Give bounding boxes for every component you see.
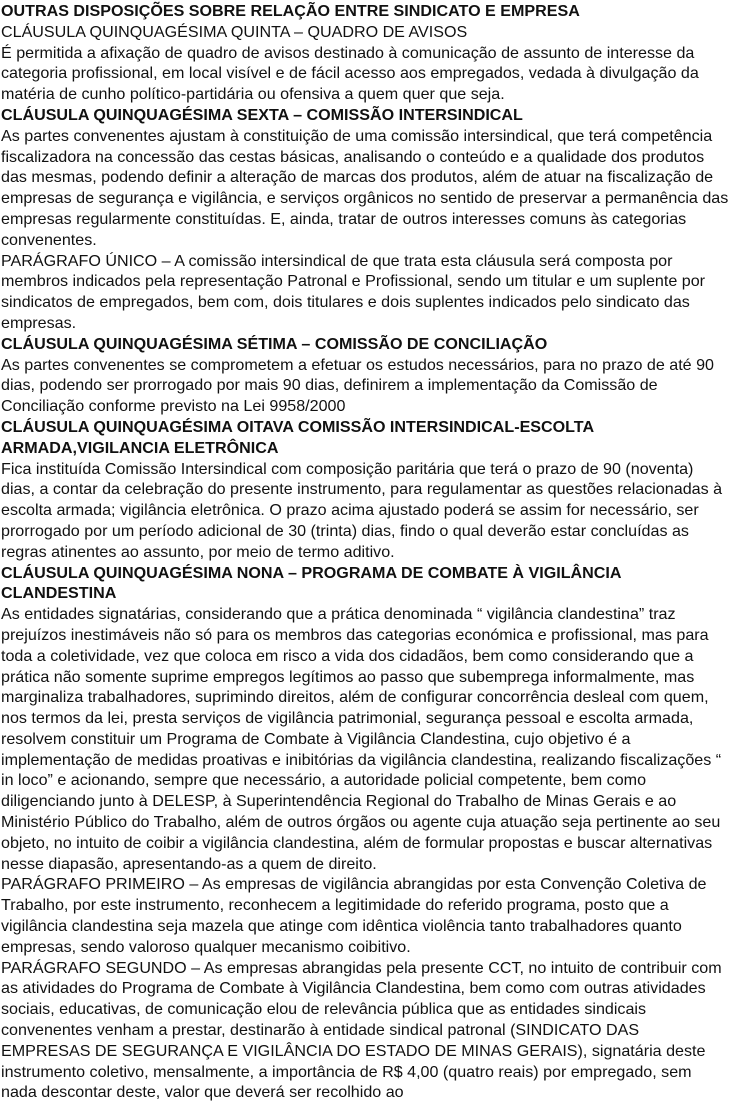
paragraph: PARÁGRAFO PRIMEIRO – As empresas de vigilância abrangidas por esta Convenção Coletiva de Trabalho, por este instrumento, reconhecem a legitimidade do referido programa, posto que a vigilância clandestina seja mazela que atinge com idêntica violência tanto trabalhadores quanto empresas, sendo valoroso qualquer mecanismo coibitivo. <box>1 875 707 956</box>
paragraph: Fica instituída Comissão Intersindical com composição paritária que terá o prazo de 90 (noventa) dias, a contar da celebração do presente instrumento, para regulamentar as questões relacionadas à escolta armada; vigilância eletrônica. O prazo acima ajustado poderá se assim for necessário, ser prorrogado por um período adicional de 30 (trinta) dias, findo o qual deverão estar concluídas as regras atinentes ao assunto, por meio de termo aditivo. <box>1 459 723 561</box>
section-title: OUTRAS DISPOSIÇÕES SOBRE RELAÇÃO ENTRE SINDICATO E EMPRESA <box>1 2 580 20</box>
paragraph: PARÁGRAFO ÚNICO – A comissão intersindical de que trata esta cláusula será composta por membros indicados pela representação Patronal e Profissional, sendo um titular e um suplente por sindicatos de empregados, bem com, dois titulares e dois suplentes indicados pelo sindicato das empresas. <box>1 251 706 332</box>
clause-heading: CLÁUSULA QUINQUAGÉSIMA SÉTIMA – COMISSÃO DE CONCILIAÇÃO <box>1 334 548 353</box>
document-body <box>1 22 730 1103</box>
paragraph: As partes convenentes se comprometem a efetuar os estudos necessários, para no prazo de até 90 dias, podendo ser prorrogado por mais 90 dias, definirem a implementação da Comissão de Conciliação conforme previsto na Lei 9958/2000 <box>1 355 715 416</box>
paragraph: As partes convenentes ajustam à constituição de uma comissão intersindical, que terá competência fiscalizadora na concessão das cestas básicas, analisando o conteúdo e a qualidade dos produtos das mesmas, podendo definir a alteração de marcas dos produtos, além de atuar na fiscalização de empresas de segurança e vigilância, e serviços orgânicos no sentido de preservar a permanência das empresas regularmente constituídas. E, ainda, tratar de outros interesses comuns às categorias convenentes. <box>1 126 729 249</box>
paragraph: PARÁGRAFO SEGUNDO – As empresas abrangidas pela presente CCT, no intuito de contribuir com as atividades do Programa de Combate à Vigilância Clandestina, bem como com outras atividades sociais, educativas, de comunicação elou de relevância pública que as entidades sindicais convenentes venham a prestar, destinarão à entidade sindical patronal (SINDICATO DAS EMPRESAS DE SEGURANÇA E VIGILÂNCIA DO ESTADO DE MINAS GERAIS), signatária deste instrumento coletivo, mensalmente, a importância de R$ 4,00 (quatro reais) por empregado, sem nada descontar deste, valor que deverá ser recolhido ao <box>1 958 722 1102</box>
clause-subheading: CLÁUSULA QUINQUAGÉSIMA QUINTA – QUADRO DE AVISOS <box>1 22 468 41</box>
clause-heading: CLÁUSULA QUINQUAGÉSIMA OITAVA COMISSÃO INTERSINDICAL-ESCOLTA ARMADA,VIGILANCIA ELETRÔNICA <box>1 417 594 457</box>
clause-heading: CLÁUSULA QUINQUAGÉSIMA SEXTA – COMISSÃO INTERSINDICAL <box>1 105 523 124</box>
clause-heading: CLÁUSULA QUINQUAGÉSIMA NONA – PROGRAMA DE COMBATE À VIGILÂNCIA CLANDESTINA <box>1 563 621 603</box>
paragraph: É permitida a afixação de quadro de avisos destinado à comunicação de assunto de interesse da categoria profissional, em local visível e de fácil acesso aos empregados, vedada à divulgação da matéria de cunho político-partidária ou ofensiva a quem quer que seja. <box>1 43 699 104</box>
paragraph: As entidades signatárias, considerando que a prática denominada “ vigilância clandestina” traz prejuízos inestimáveis não só para os membros das categorias económica e profissional, mas para toda a coletividade, vez que coloca em risco a vida dos cidadãos, bem como considerando que a prática não somente suprime empregos legítimos ao passo que subemprega informalmente, mas marginaliza trabalhadores, suprimindo direitos, além de configurar concorrência desleal com quem, nos termos da lei, presta serviços de vigilância patrimonial, segurança pessoal e escolta armada, resolvem constituir um Programa de Combate à Vigilância Clandestina, cujo objetivo é a implementação de medidas proativas e inibitórias da vigilância clandestina, realizando fiscalizações “ in loco” e acionando, sempre que necessário, a autoridade policial competente, bem como diligenciando junto à DELESP, à Superintendência Regional do Trabalho de Minas Gerais e ao Ministério Público do Trabalho, além de outros órgãos ou agente cuja atuação seja pertinente ao seu objeto, no intuito de coibir a vigilância clandestina, além de formular propostas e buscar alternativas nesse diapasão, apresentando-as a quem de direito. <box>1 605 722 873</box>
